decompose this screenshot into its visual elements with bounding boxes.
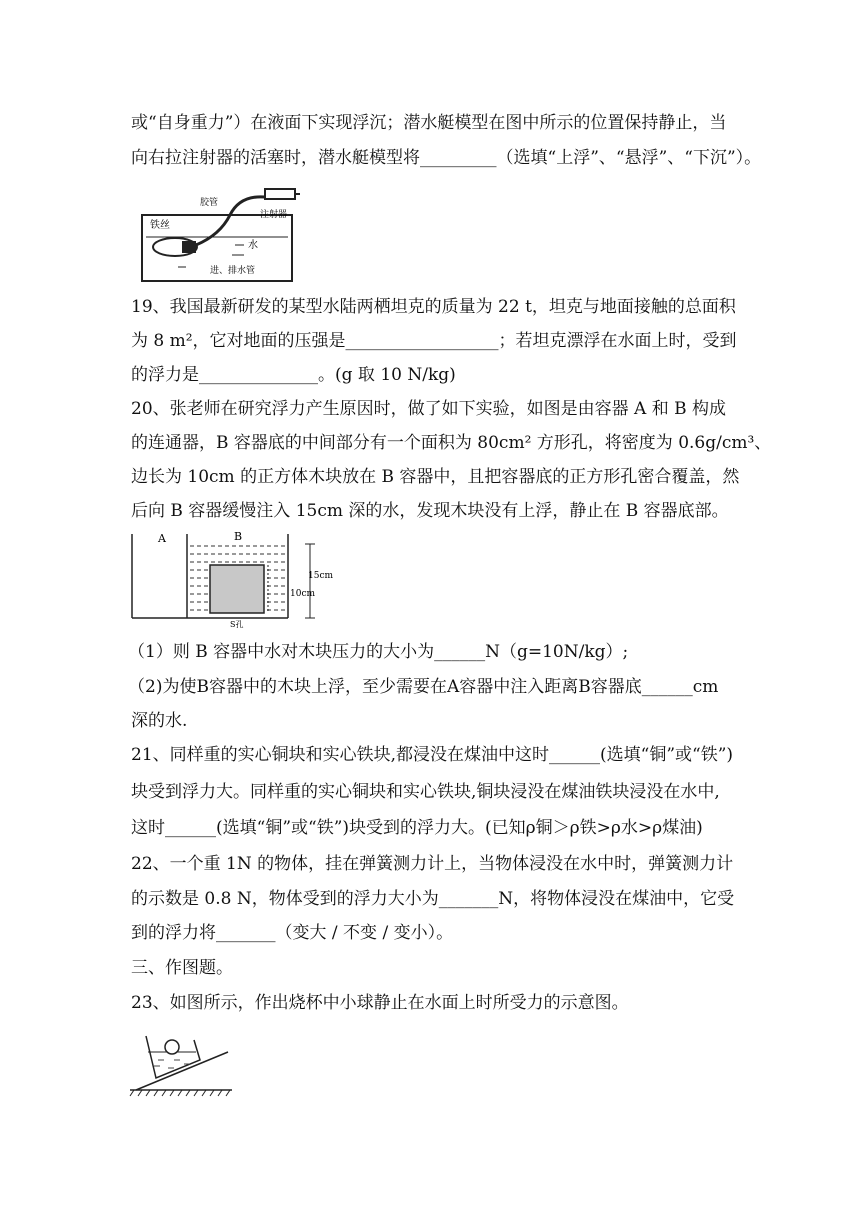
q20-line-2: 的连通器，B 容器底的中间部分有一个面积为 80cm² 方形孔，将密度为 0.6g/cm³、 xyxy=(131,433,772,453)
iron-wire-label: 铁丝 xyxy=(150,220,170,231)
q20-sub2-line-2: 深的水. xyxy=(131,711,188,731)
q20-line-4: 后向 B 容器缓慢注入 15cm 深的水，发现木块没有上浮，静止在 B 容器底部。 xyxy=(131,501,729,521)
q21-line-3: 这时______(选填“铜”或“铁”)块受到的浮力大。(已知ρ铜＞ρ铁>ρ水>ρ煤油) xyxy=(131,818,703,838)
q22-line-1: 22、一个重 1N 的物体，挂在弹簧测力计上，当物体浸没在水中时，弹簧测力计 xyxy=(131,854,734,874)
q20-line-1: 20、张老师在研究浮力产生原因时，做了如下实验，如图是由容器 A 和 B 构成 xyxy=(131,399,727,419)
inlet-label: 进、排水管 xyxy=(210,266,256,276)
q18-line-2: 向右拉注射器的活塞时，潜水艇模型将_________（选填“上浮”、“悬浮”、“下沉”）。 xyxy=(131,148,762,168)
water-label: 水 xyxy=(248,240,258,251)
q21-line-1: 21、同样重的实心铜块和实心铁块,都浸没在煤油中这时______(选填“铜”或“铁”) xyxy=(131,745,734,765)
depth-15cm-label: 15cm xyxy=(308,571,334,581)
section-heading: 三、作图题。 xyxy=(131,958,233,978)
container-a-label: A xyxy=(158,532,166,545)
q19-line-1: 19、我国最新研发的某型水陆两栖坦克的质量为 22 t，坦克与地面接触的总面积 xyxy=(131,297,736,317)
q19-line-2: 为 8 m²，它对地面的压强是__________________；若坦克漂浮在水面上时，受到 xyxy=(131,331,737,351)
q21-line-2: 块受到浮力大。同样重的实心铜块和实心铁块,铜块浸没在煤油铁块浸没在水中, xyxy=(131,782,720,802)
hole-label: S孔 xyxy=(230,620,244,629)
syringe-label: 注射器 xyxy=(260,210,288,220)
q20-sub2-line-1: （2)为使B容器中的木块上浮，至少需要在A容器中注入距离B容器底______cm xyxy=(128,677,719,697)
connected-containers-figure xyxy=(130,530,360,630)
tube-label: 胶管 xyxy=(200,198,219,208)
submarine-figure xyxy=(140,185,300,285)
q19-line-3: 的浮力是______________。(g 取 10 N/kg) xyxy=(131,365,456,385)
q22-line-3: 到的浮力将_______（变大 / 不变 / 变小）。 xyxy=(131,923,454,943)
q23-line-1: 23、如图所示，作出烧杯中小球静止在水面上时所受力的示意图。 xyxy=(131,993,629,1013)
q22-line-2: 的示数是 0.8 N，物体受到的浮力大小为_______N，将物体浸没在煤油中，它受 xyxy=(131,889,735,909)
beaker-incline-figure xyxy=(128,1030,238,1100)
q20-sub1: （1）则 B 容器中水对木块压力的大小为______N（g=10N/kg）; xyxy=(128,642,629,662)
q20-line-3: 边长为 10cm 的正方体木块放在 B 容器中，且把容器底的正方形孔密合覆盖，然 xyxy=(131,467,740,487)
q18-line-1: 或“自身重力”）在液面下实现浮沉；潜水艇模型在图中所示的位置保持静止，当 xyxy=(131,113,727,133)
container-b-label: B xyxy=(234,530,243,543)
edge-10cm-label: 10cm xyxy=(290,589,316,599)
